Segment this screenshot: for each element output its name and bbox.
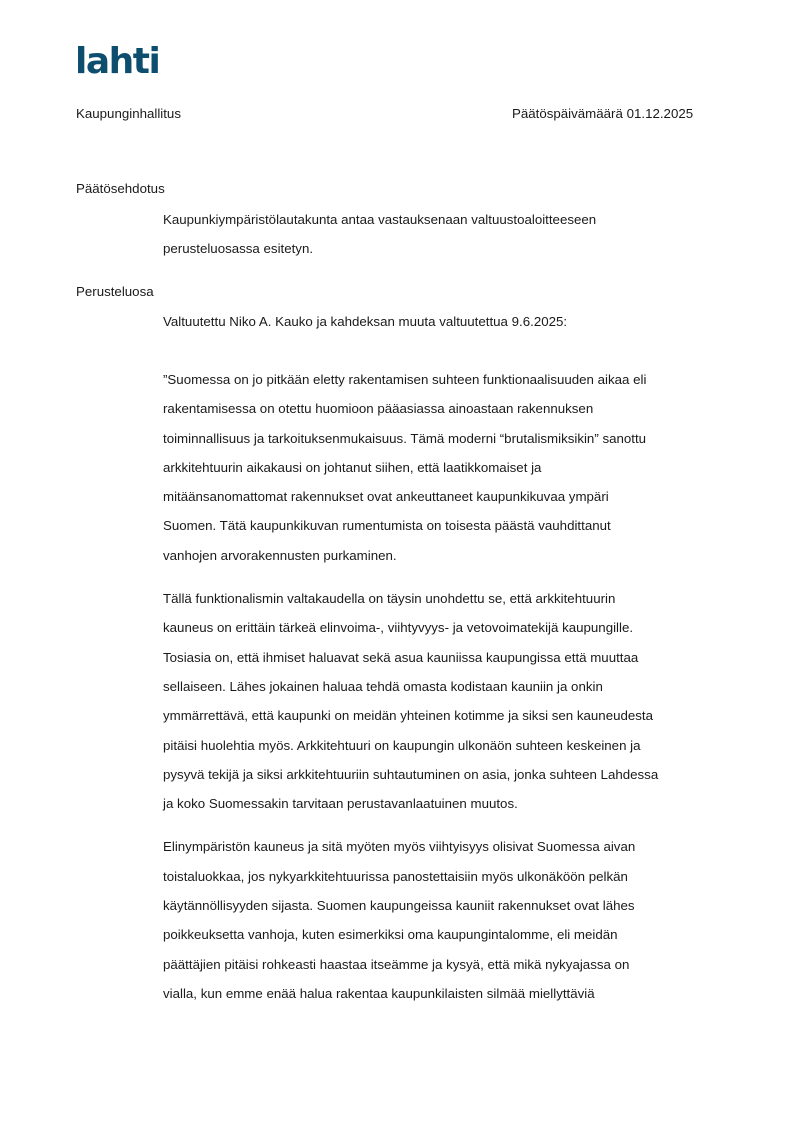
rationale-intro <box>163 313 723 342</box>
paragraph-line: pysyvä tekijä ja siksi arkkitehtuuriin suhtautuminen on asia, jonka suhteen Lahdessa <box>163 766 659 782</box>
paragraph-line: kauneus on erittäin tärkeä elinvoima-, viihtyvyys- ja vetovoimatekijä kaupungille. <box>163 620 634 636</box>
paragraph-line: Tällä funktionalismin valtakaudella on täysin unohdettu se, että arkkitehtuurin <box>163 591 616 607</box>
paragraph-line: arkkitehtuurin aikakausi on johtanut siihen, että laatikkomaiset ja <box>163 459 542 475</box>
paragraph-line: pitäisi huolehtia myös. Arkkitehtuuri on kaupungin ulkonäön suhteen keskeinen ja <box>163 737 641 753</box>
decision-date <box>512 106 693 121</box>
paragraph-line: sellaiseen. Lähes jokainen haluaa tehdä omasta kodistaan kauniin ja onkin <box>163 678 603 694</box>
paragraph-line: ymmärrettävä, että kaupunki on meidän yhteinen kotimme ja siksi sen kauneudesta <box>163 708 654 724</box>
rationale-heading: Perusteluosa <box>76 284 154 299</box>
organ-name: Kaupunginhallitus <box>76 106 181 121</box>
rationale-intro-line: Valtuutettu Niko A. Kauko ja kahdeksan muuta valtuutettua 9.6.2025: <box>163 314 568 329</box>
quote-paragraph-1 <box>163 371 723 576</box>
paragraph-line: käytännöllisyyden sijasta. Suomen kaupungeissa kauniit rakennukset ovat lähes <box>163 898 635 914</box>
proposal-line: perusteluosassa esitetyn. <box>163 241 314 257</box>
paragraph-line: mitäänsanomattomat rakennukset ovat ankeuttaneet kaupunkikuvaa ympäri <box>163 489 609 505</box>
quote-paragraph-3 <box>163 838 723 1014</box>
paragraph-line: Tosiasia on, että ihmiset haluavat sekä asua kauniissa kaupungissa että muuttaa <box>163 649 639 665</box>
paragraph-line: poikkeuksetta vanhoja, kuten esimerkiksi oma kaupungintalomme, eli meidän <box>163 927 618 943</box>
lahti-logo <box>75 41 160 82</box>
rationale-quote <box>163 371 723 1014</box>
decision-date-value: 01.12.2025 <box>626 106 694 121</box>
paragraph-line: päättäjien pitäisi rohkeasti haastaa itseämme ja kysyä, että mikä nykyajassa on <box>163 956 630 972</box>
paragraph-line: ”Suomessa on jo pitkään eletty rakentamisen suhteen funktionaalisuuden aikaa eli <box>163 372 647 387</box>
logo-text: lahti <box>75 41 160 82</box>
quote-paragraph-2 <box>163 590 723 824</box>
paragraph-line: toistaluokkaa, jos nykyarkkitehtuurissa panostettaisiin myös ulkonäköön pelkän <box>163 868 628 884</box>
paragraph-line: toiminnallisuus ja tarkoituksenmukaisuus. Tämä moderni “brutalismiksikin” sanottu <box>163 430 647 446</box>
paragraph-line: vialla, kun emme enää halua rakentaa kaupunkilaisten silmää miellyttäviä <box>163 985 595 1001</box>
paragraph-line: Elinympäristön kauneus ja sitä myöten myös viihtyisyys olisivat Suomessa aivan <box>163 839 636 855</box>
paragraph-line: rakentamisessa on otettu huomioon pääasiassa ainoastaan rakennuksen <box>163 401 594 417</box>
paragraph-line: vanhojen arvorakennusten purkaminen. <box>163 547 397 563</box>
paragraph-line: ja koko Suomessakin tarvitaan perustavanlaatuinen muutos. <box>163 796 518 812</box>
proposal-heading: Päätösehdotus <box>76 181 165 196</box>
decision-date-label: Päätöspäivämäärä <box>512 106 623 121</box>
proposal-line: Kaupunkiympäristölautakunta antaa vastauksenaan valtuustoaloitteeseen <box>163 212 597 227</box>
proposal-text <box>163 211 723 270</box>
paragraph-line: Suomen. Tätä kaupunkikuvan rumentumista on toisesta päästä vauhdittanut <box>163 518 611 534</box>
